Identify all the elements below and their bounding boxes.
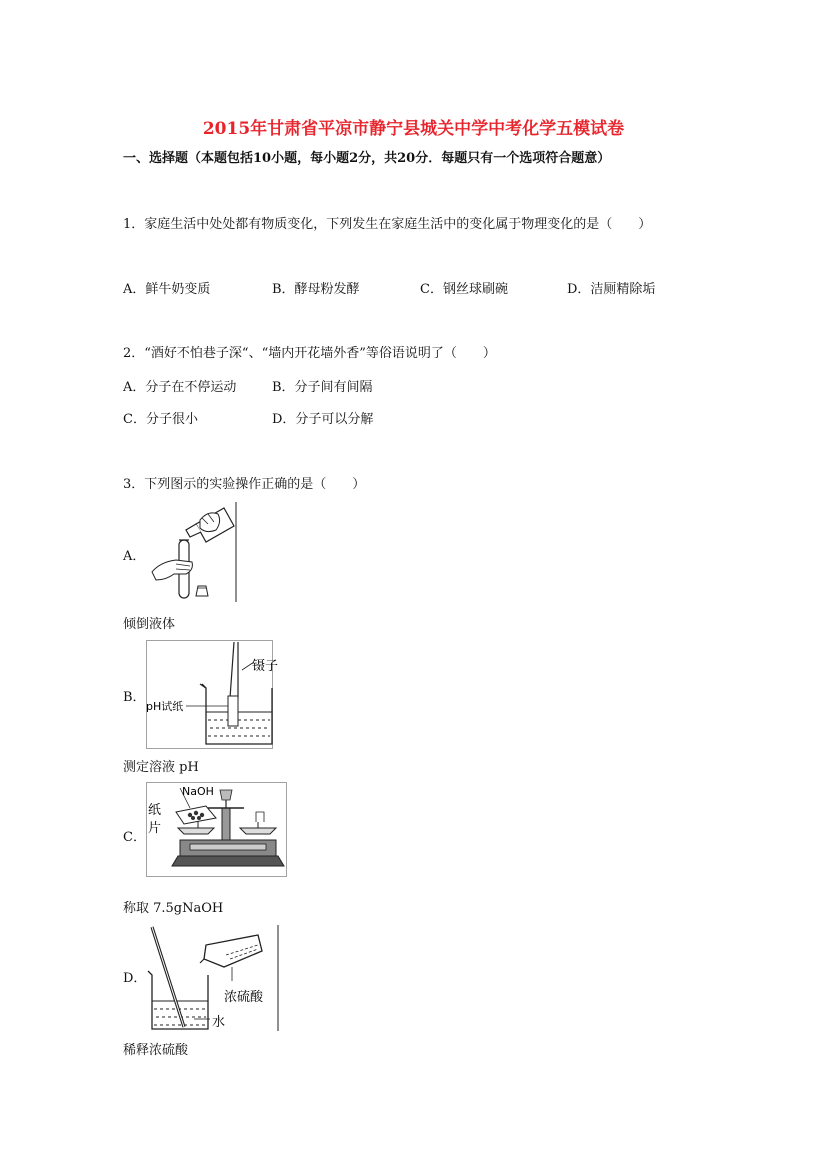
q3-option-a-letter[interactable]: A． <box>123 549 146 564</box>
dilute-acid-figure[interactable] <box>146 923 280 1033</box>
q2-option-c[interactable]: C．分子很小 <box>123 412 198 427</box>
q3-option-d-caption: 稀释浓硫酸 <box>123 1043 189 1058</box>
question-2-stem: 2．“酒好不怕巷子深“、“墙内开花墙外香”等俗语说明了（ ） <box>123 346 496 361</box>
q2-option-b[interactable]: B．分子间有间隔 <box>272 380 373 395</box>
q1-option-d[interactable]: D．洁厕精除垢 <box>567 282 656 297</box>
ph-test-figure[interactable] <box>146 640 279 750</box>
q3-option-c-caption: 称取 7.5gNaOH <box>123 901 224 916</box>
acid-label: 浓硫酸 <box>224 990 264 1005</box>
q1-option-c[interactable]: C．钢丝球刷碗 <box>420 282 508 297</box>
paper-label-2: 片 <box>148 821 162 836</box>
page-title: 2015年甘肃省平凉市静宁县城关中学中考化学五模试卷 <box>202 119 625 139</box>
paper-label-1: 纸 <box>148 803 162 818</box>
tweezers-label: 镊子 <box>252 659 279 674</box>
q3-option-c-letter[interactable]: C． <box>123 830 146 845</box>
ph-paper-label: pH试纸 <box>146 700 184 713</box>
question-3-stem: 3．下列图示的实验操作正确的是（ ） <box>123 477 366 492</box>
q3-option-b-caption: 测定溶液 pH <box>123 760 199 775</box>
q2-option-d[interactable]: D．分子可以分解 <box>272 412 374 427</box>
q2-option-a[interactable]: A．分子在不停运动 <box>123 380 237 395</box>
q3-option-d-letter[interactable]: D． <box>123 971 147 986</box>
pour-liquid-figure[interactable] <box>146 500 238 604</box>
q3-option-a-caption: 倾倒液体 <box>123 617 176 632</box>
question-1-stem: 1．家庭生活中处处都有物质变化，下列发生在家庭生活中的变化属于物理变化的是（ ） <box>123 217 652 232</box>
naoh-label: NaOH <box>182 785 214 798</box>
q1-option-a[interactable]: A．鲜牛奶变质 <box>123 282 211 297</box>
section-heading: 一、选择题（本题包括10小题，每小题2分，共20分．每题只有一个选项符合题意） <box>123 151 611 166</box>
weigh-naoh-figure[interactable] <box>146 782 288 878</box>
q3-option-b-letter[interactable]: B． <box>123 690 146 705</box>
water-label: 水 <box>212 1015 226 1030</box>
q1-option-b[interactable]: B．酵母粉发酵 <box>272 282 360 297</box>
